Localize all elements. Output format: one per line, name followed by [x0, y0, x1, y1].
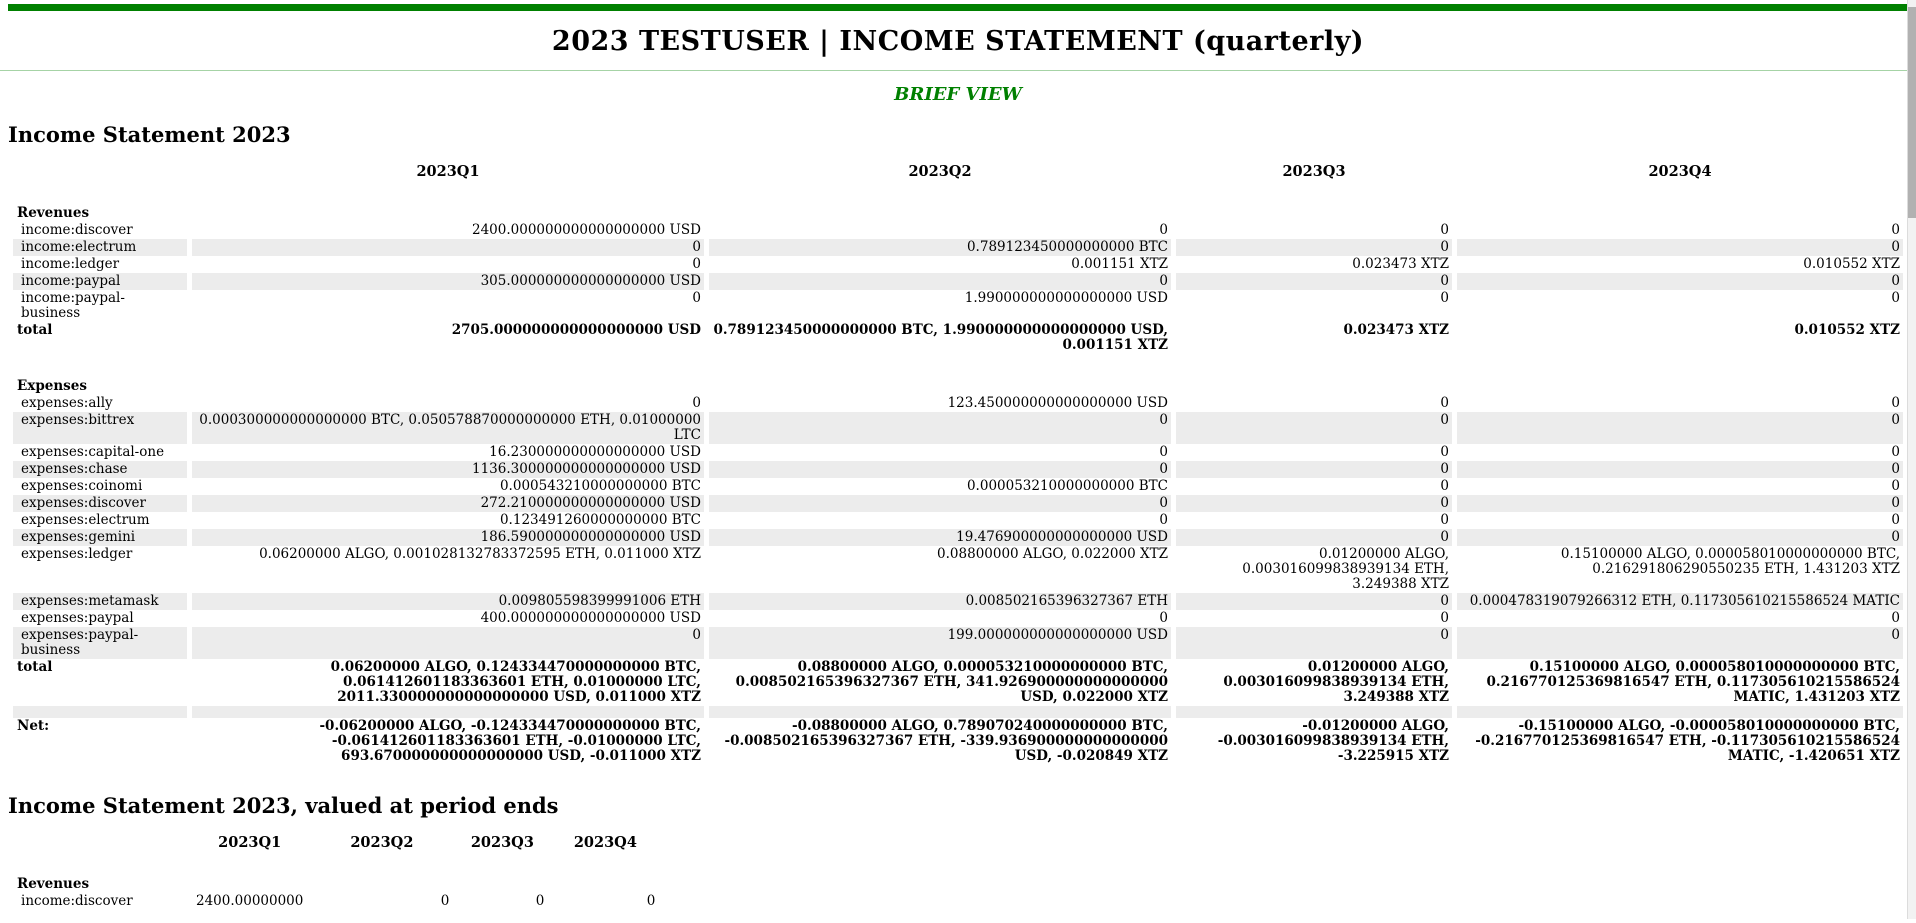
- amount-cell: 0.01200000 ALGO, 0.003016099838939134 ETH, 3.249388 XTZ: [1223, 659, 1449, 705]
- account-row: [13, 256, 1903, 273]
- amount-cell: 0.08800000 ALGO, 0.022000 XTZ: [937, 546, 1168, 562]
- amount-cell: 0: [646, 893, 656, 909]
- amount-cell: 0.008502165396327367 ETH: [709, 593, 1171, 610]
- column-header: 2023Q2: [350, 834, 414, 851]
- section-row: [13, 378, 1903, 395]
- amount-cell: -0.08800000 ALGO, 0.789070240000000000 BTC, -0.008502165396327367 ETH, -339.936900000000000000 USD, -0.020849 XTZ: [724, 718, 1168, 764]
- spacer-cell: [13, 852, 188, 876]
- amount-cell: 0: [1891, 290, 1900, 306]
- amount-cell: 0: [1440, 290, 1449, 306]
- account-row: [13, 512, 1903, 529]
- amount-cell: [552, 876, 658, 893]
- net-label: Net:: [17, 718, 50, 734]
- spacer-row: [13, 181, 1903, 205]
- account-name: expenses:coinomi: [21, 478, 143, 494]
- amount-cell: 0: [1457, 627, 1903, 659]
- amount-cell: 0.010552 XTZ: [1803, 256, 1900, 272]
- amount-cell: [193, 876, 306, 893]
- amount-cell: 0: [1440, 512, 1449, 528]
- amount-cell: 0: [1457, 495, 1903, 512]
- column-header: 2023Q4: [573, 834, 637, 851]
- amount-cell: 0.023473 XTZ: [1352, 256, 1449, 272]
- amount-cell: 0: [692, 256, 701, 272]
- amount-cell: 0: [709, 495, 1171, 512]
- amount-cell: 19.476900000000000000 USD: [709, 529, 1171, 546]
- column-header: 2023Q1: [416, 163, 480, 180]
- amount-cell: 0.123491260000000000 BTC: [499, 512, 701, 528]
- account-name: income:discover: [21, 893, 133, 909]
- amount-cell: 0.08800000 ALGO, 0.000053210000000000 BTC, 0.008502165396327367 ETH, 341.926900000000000000 USD, 0.022000 XTZ: [735, 659, 1168, 705]
- spacer-cell: [192, 706, 704, 718]
- spacer-cell: [709, 181, 1171, 205]
- account-name: income:paypal-business: [21, 290, 125, 321]
- total-label: total: [17, 659, 53, 675]
- amount-cell: 2400.00000000: [196, 893, 304, 909]
- vertical-scrollbar[interactable]: [1907, 0, 1916, 919]
- account-name: expenses:ally: [21, 395, 113, 411]
- amount-cell: 0: [1457, 529, 1903, 546]
- account-name: income:paypal: [13, 273, 187, 290]
- account-row: [13, 395, 1903, 412]
- account-name: expenses:paypal-business: [13, 627, 187, 659]
- amount-cell: 0: [1457, 273, 1903, 290]
- amount-cell: 305.000000000000000000 USD: [192, 273, 704, 290]
- amount-cell: [457, 876, 547, 893]
- account-row: [13, 495, 1903, 512]
- amount-cell: [709, 205, 1171, 222]
- amount-cell: 0.01200000 ALGO, 0.003016099838939134 ETH, 3.249388 XTZ: [1242, 546, 1449, 592]
- amount-cell: 2400.000000000000000000 USD: [472, 222, 701, 238]
- amount-cell: 0.15100000 ALGO, 0.000058010000000000 BTC, 0.216291806290550235 ETH, 1.431203 XTZ: [1560, 546, 1900, 577]
- column-header: 2023Q3: [1282, 163, 1346, 180]
- page-title: 2023 TESTUSER | INCOME STATEMENT (quarterly): [551, 26, 1365, 57]
- account-name: expenses:electrum: [21, 512, 150, 528]
- account-row: [13, 290, 1903, 322]
- amount-cell: 0: [1440, 610, 1449, 626]
- report-section-main: [8, 122, 1908, 765]
- amount-cell: 199.000000000000000000 USD: [709, 627, 1171, 659]
- amount-cell: 0: [1176, 529, 1452, 546]
- amount-cell: 0: [1891, 512, 1900, 528]
- amount-cell: 0.023473 XTZ: [1343, 322, 1449, 338]
- account-row: [13, 239, 1903, 256]
- amount-cell: 0: [709, 412, 1171, 444]
- amount-cell: 0: [1176, 239, 1452, 256]
- spacer-row: [13, 354, 1903, 378]
- spacer-cell: [1176, 354, 1452, 378]
- amount-cell: 0: [1176, 461, 1452, 478]
- net-row: [13, 718, 1903, 765]
- amount-cell: [709, 378, 1171, 395]
- column-header-row: [13, 163, 1903, 181]
- spacer-cell: [1457, 706, 1903, 718]
- amount-cell: 0: [1176, 412, 1452, 444]
- amount-cell: 0: [192, 627, 704, 659]
- amount-cell: 0: [1440, 395, 1449, 411]
- account-name: income:ledger: [21, 256, 120, 272]
- amount-cell: 0.000300000000000000 BTC, 0.050578870000000000 ETH, 0.01000000 LTC: [192, 412, 704, 444]
- section-row: [13, 876, 658, 893]
- amount-cell: -0.15100000 ALGO, -0.000058010000000000 BTC, -0.216770125369816547 ETH, -0.117305610215586524 MATIC, -1.420651 XTZ: [1475, 718, 1900, 764]
- amount-cell: 186.590000000000000000 USD: [192, 529, 704, 546]
- amount-cell: 272.210000000000000000 USD: [192, 495, 704, 512]
- amount-cell: 0: [440, 893, 450, 909]
- amount-cell: 0: [1159, 222, 1168, 238]
- amount-cell: 0: [535, 893, 545, 909]
- valued-statement-table: [8, 834, 663, 910]
- account-row: [13, 478, 1903, 495]
- total-row: [13, 322, 1903, 354]
- account-row: [13, 546, 1903, 593]
- amount-cell: 0.000478319079266312 ETH, 0.117305610215586524 MATIC: [1457, 593, 1903, 610]
- account-name: expenses:discover: [13, 495, 187, 512]
- corner-cell: [13, 834, 188, 852]
- account-row: [13, 461, 1903, 478]
- spacer-cell: [13, 706, 187, 718]
- account-row: [13, 893, 658, 910]
- amount-cell: 0: [1159, 610, 1168, 626]
- account-row: [13, 610, 1903, 627]
- total-label: total: [17, 322, 53, 338]
- amount-cell: 0: [1457, 412, 1903, 444]
- spacer-cell: [311, 852, 452, 876]
- account-row: [13, 273, 1903, 290]
- amount-cell: -0.06200000 ALGO, -0.124334470000000000 BTC, -0.061412601183363601 ETH, -0.01000000 LTC, 693.670000000000000000 USD, -0.011000 XTZ: [319, 718, 701, 764]
- amount-cell: 0: [1457, 461, 1903, 478]
- account-row: [13, 529, 1903, 546]
- amount-cell: 0: [1457, 239, 1903, 256]
- amount-cell: [1176, 205, 1452, 222]
- amount-cell: [1457, 378, 1903, 395]
- amount-cell: 2705.000000000000000000 USD: [451, 322, 701, 338]
- amount-cell: 0: [1440, 444, 1449, 460]
- amount-cell: 0: [1891, 610, 1900, 626]
- account-name: expenses:ledger: [21, 546, 133, 562]
- spacer-cell: [1457, 181, 1903, 205]
- section-row: [13, 205, 1903, 222]
- valued-statement-table-body: [13, 834, 658, 910]
- amount-cell: 0: [1176, 627, 1452, 659]
- report-heading-valued: Income Statement 2023, valued at period ends: [8, 793, 559, 818]
- amount-cell: 123.450000000000000000 USD: [947, 395, 1168, 411]
- amount-cell: 0: [692, 290, 701, 306]
- spacer-cell: [709, 706, 1171, 718]
- column-header-row: [13, 834, 658, 852]
- spacer-row: [13, 706, 1903, 718]
- amount-cell: 0: [709, 461, 1171, 478]
- amount-cell: [192, 378, 704, 395]
- account-row: [13, 222, 1903, 239]
- amount-cell: 0: [1891, 395, 1900, 411]
- amount-cell: 0.06200000 ALGO, 0.124334470000000000 BTC, 0.061412601183363601 ETH, 0.01000000 LTC, 2011.330000000000000000 USD, 0.011000 XTZ: [330, 659, 701, 705]
- scrollbar-thumb[interactable]: [1908, 7, 1916, 218]
- spacer-cell: [457, 852, 547, 876]
- amount-cell: 0: [1440, 478, 1449, 494]
- report-section-valued: [8, 793, 1908, 910]
- amount-cell: 0: [1891, 222, 1900, 238]
- amount-cell: 0: [1159, 512, 1168, 528]
- column-header: 2023Q4: [1648, 163, 1712, 180]
- amount-cell: 0: [1176, 273, 1452, 290]
- account-row: [13, 444, 1903, 461]
- amount-cell: 0: [1891, 444, 1900, 460]
- income-statement-table: [8, 163, 1908, 765]
- account-name: expenses:capital-one: [21, 444, 165, 460]
- amount-cell: 0: [709, 273, 1171, 290]
- view-mode-label: BRIEF VIEW: [894, 84, 1022, 105]
- column-header: 2023Q1: [218, 834, 282, 851]
- spacer-row: [13, 852, 658, 876]
- account-row: [13, 412, 1903, 444]
- column-header: 2023Q3: [470, 834, 534, 851]
- spacer-cell: [13, 181, 187, 205]
- spacer-cell: [13, 354, 187, 378]
- amount-cell: [192, 205, 704, 222]
- amount-cell: 0.010552 XTZ: [1794, 322, 1900, 338]
- amount-cell: 0: [1176, 495, 1452, 512]
- amount-cell: 0: [1891, 478, 1900, 494]
- header-divider: [0, 70, 1916, 71]
- amount-cell: 0.15100000 ALGO, 0.000058010000000000 BTC, 0.216770125369816547 ETH, 0.117305610215586524 MATIC, 1.431203 XTZ: [1486, 659, 1900, 705]
- amount-cell: [1457, 205, 1903, 222]
- spacer-cell: [192, 354, 704, 378]
- amount-cell: 0.000053210000000000 BTC: [966, 478, 1168, 494]
- top-accent-bar: [8, 4, 1908, 11]
- amount-cell: -0.01200000 ALGO, -0.003016099838939134 ETH, -3.225915 XTZ: [1217, 718, 1449, 764]
- spacer-cell: [1457, 354, 1903, 378]
- total-row: [13, 659, 1903, 706]
- amount-cell: [1176, 378, 1452, 395]
- amount-cell: 1136.300000000000000000 USD: [192, 461, 704, 478]
- account-name: income:electrum: [13, 239, 187, 256]
- account-row: [13, 593, 1903, 610]
- amount-cell: 0: [1440, 222, 1449, 238]
- account-name: expenses:paypal: [21, 610, 134, 626]
- amount-cell: 0.789123450000000000 BTC: [709, 239, 1171, 256]
- amount-cell: 0.789123450000000000 BTC, 1.990000000000000000 USD, 0.001151 XTZ: [713, 322, 1168, 353]
- amount-cell: [311, 876, 452, 893]
- amount-cell: 0.009805598399991006 ETH: [192, 593, 704, 610]
- income-statement-table-body: [13, 163, 1903, 765]
- amount-cell: 0.000543210000000000 BTC: [499, 478, 701, 494]
- spacer-cell: [709, 354, 1171, 378]
- spacer-cell: [552, 852, 658, 876]
- amount-cell: 0.06200000 ALGO, 0.001028132783372595 ETH, 0.011000 XTZ: [259, 546, 701, 562]
- account-row: [13, 627, 1903, 659]
- column-header: 2023Q2: [908, 163, 972, 180]
- amount-cell: 0: [1159, 444, 1168, 460]
- spacer-cell: [1176, 706, 1452, 718]
- amount-cell: 400.000000000000000000 USD: [480, 610, 701, 626]
- corner-cell: [13, 163, 187, 181]
- spacer-cell: [193, 852, 306, 876]
- section-label: Revenues: [17, 205, 90, 221]
- amount-cell: 0: [192, 239, 704, 256]
- spacer-cell: [192, 181, 704, 205]
- amount-cell: 0.001151 XTZ: [1071, 256, 1168, 272]
- spacer-cell: [1176, 181, 1452, 205]
- account-name: expenses:metamask: [13, 593, 187, 610]
- section-label: Revenues: [17, 876, 90, 892]
- account-name: expenses:bittrex: [13, 412, 187, 444]
- account-name: income:discover: [21, 222, 133, 238]
- account-name: expenses:chase: [13, 461, 187, 478]
- section-label: Expenses: [17, 378, 87, 394]
- amount-cell: 0: [692, 395, 701, 411]
- amount-cell: 1.990000000000000000 USD: [964, 290, 1168, 306]
- amount-cell: 16.230000000000000000 USD: [489, 444, 701, 460]
- amount-cell: 0: [1176, 593, 1452, 610]
- account-name: expenses:gemini: [13, 529, 187, 546]
- report-heading-main: Income Statement 2023: [8, 122, 291, 147]
